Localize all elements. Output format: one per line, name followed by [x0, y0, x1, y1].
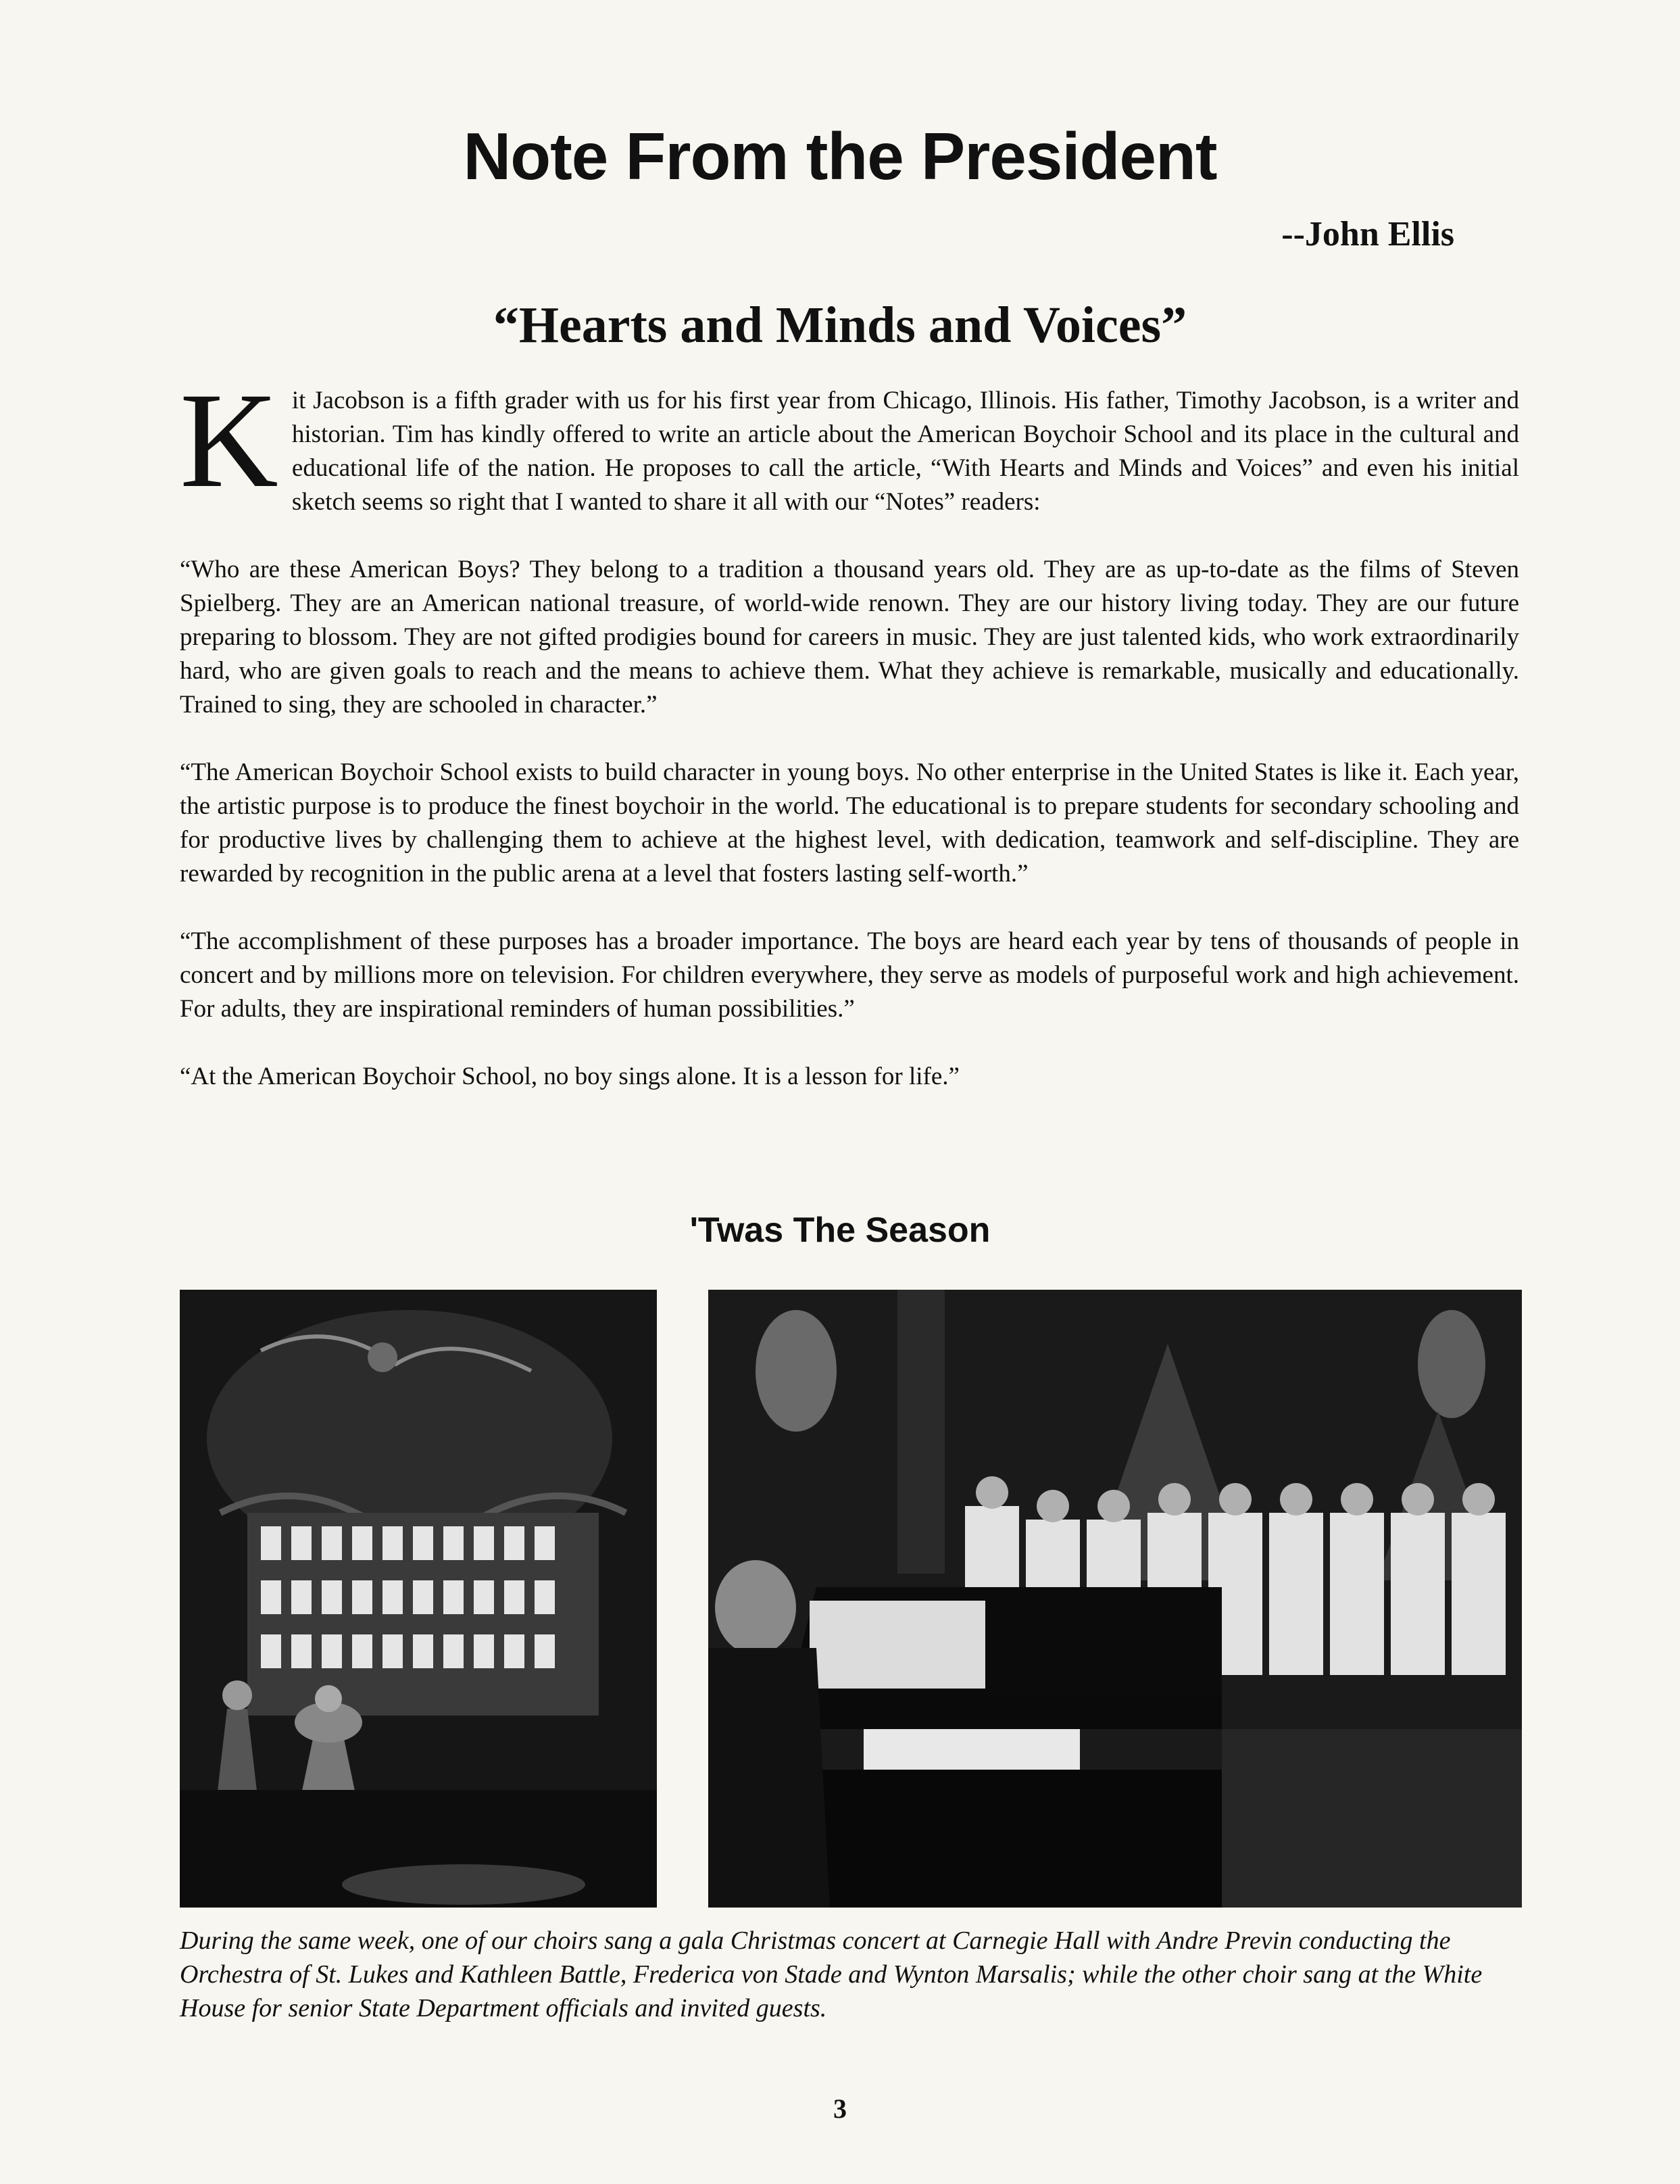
paragraph-intro — [180, 364, 1519, 519]
paragraph-intro-text: it Jacobson is a fifth grader with us for his first year from Chicago, Illinois. His father, Timothy Jacobson, is a writer and historian. Tim has kindly offered to write an article about the American Boychoir School and its place in the cultural and educational life of the nation. He proposes to call the article, “With Hearts and Minds and Voices” and even his initial sketch seems so right that I wanted to share it all with our “Notes” readers: — [291, 387, 1519, 516]
paragraph: “Who are these American Boys? They belong to a tradition a thousand years old. They are as up-to-date as the films of Steven Spielberg. They are an American national treasure, of world-wide renown. They are our history living today. They are our future preparing to blossom. They are not gifted prodigies bound for careers in music. They are just talented kids, who work extraordinarily hard, who are given goals to reach and the means to achieve them. What they achieve is remarkable, musically and educationally. Trained to sing, they are schooled in character.” — [180, 556, 1519, 719]
article-subtitle: “Hearts and Minds and Voices” — [493, 297, 1187, 354]
white-house-photo — [708, 1290, 1522, 1908]
drop-cap: K — [180, 364, 278, 516]
page-title: Note From the President — [463, 119, 1217, 193]
author-byline: --John Ellis — [1281, 215, 1454, 253]
photo-caption: During the same week, one of our choirs sang a gala Christmas concert at Carnegie Hall with Andre Previn conducting the Orchestra of St. Lukes and Kathleen Battle, Frederica von Stade and Wynton Marsalis; while the other choir sang at the White House for senior State Department officials and invited guests. — [180, 1926, 1483, 2022]
article-body — [180, 364, 1519, 1127]
section-heading: 'Twas The Season — [689, 1211, 991, 1250]
paragraph: “The American Boychoir School exists to build character in young boys. No other enterprise in the United States is like it. Each year, the artistic purpose is to produce the finest boychoir in the world. The educational is to prepare students for secondary schooling and for productive lives by challenging them to achieve at the highest level, with dedication, teamwork and self-discipline. They are rewarded by recognition in the public arena at a level that fosters lasting self-worth.” — [180, 758, 1519, 888]
paragraph: “The accomplishment of these purposes has a broader importance. The boys are heard each year by tens of thousands of people in concert and by millions more on television. For children everywhere, they serve as models of purposeful work and high achievement. For adults, they are inspirational reminders of human possibilities.” — [180, 927, 1519, 1023]
paragraph: “At the American Boychoir School, no boy sings alone. It is a lesson for life.” — [180, 1063, 960, 1090]
white-house-illustration — [708, 1290, 1522, 1908]
carnegie-hall-illustration — [180, 1290, 657, 1908]
page-number: 3 — [833, 2093, 847, 2124]
carnegie-hall-photo — [180, 1290, 657, 1908]
